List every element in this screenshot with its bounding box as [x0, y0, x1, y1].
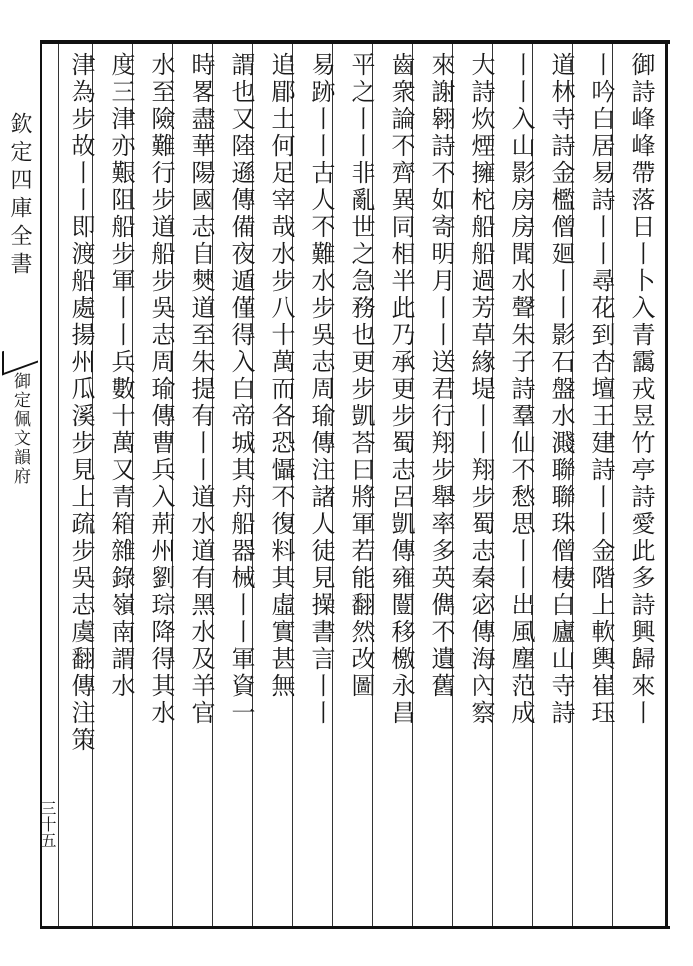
frame-top-border	[40, 40, 670, 44]
text-column-16	[44, 52, 78, 912]
text-column-9: 易跡丨丨古人不難水步吳志周瑜傳注諸人徒見操書言丨丨	[307, 52, 335, 727]
text-column-11: 謂也又陸遜傳備夜遁僅得入白帝城其舟船器械丨丨軍資一	[227, 52, 255, 727]
text-column-13: 水至險難行步道船步吳志周瑜傳曹兵入荊州劉琮降得其水	[147, 52, 175, 727]
text-column-1: 御詩峰峰帶落日丨卜入青靄戎昱竹亭詩愛此多詩興歸來丨	[627, 52, 655, 727]
fishtail-mark-icon	[2, 338, 38, 375]
frame-left-border	[40, 40, 42, 929]
book-subtitle: 御定佩文韻府	[10, 372, 30, 486]
text-column-7: 齒衆論不齊異同相半此乃承更步蜀志呂凱傳雍闓移檄永昌	[387, 52, 415, 727]
text-column-5: 大詩炊煙擁柁船船過芳草緣堤丨丨翔步蜀志秦宓傳海內察	[467, 52, 495, 727]
text-column-12: 時畧盡華陽國志自僰道至朱提有丨丨道水道有黑水及羊官	[187, 52, 215, 727]
frame-right-border	[665, 40, 668, 929]
frame-bottom-border	[40, 926, 670, 929]
page-margin	[0, 40, 57, 929]
text-column-10: 追郿土何足宰哉水步八十萬而各恐懾不復料其虛實甚無	[267, 52, 295, 700]
text-column-8: 平之丨丨非亂世之急務也更步凱荅曰將軍若能翻然改圖	[347, 52, 375, 700]
text-column-6: 來謝翱詩不如寄明月丨丨送君行翔步舉率多英儁不遺舊	[427, 52, 455, 700]
text-column-14: 度三津亦艱阻船步軍丨丨兵數十萬又青箱雜錄嶺南謂水	[107, 52, 135, 700]
text-column-3: 道林寺詩金檻僧廻丨丨影石盤水濺聯聯珠僧棲白廬山寺詩	[547, 52, 575, 727]
text-column-2: 丨吟白居易詩丨丨尋花到杏壇王建詩丨丨金階上軟輿崔珏	[587, 52, 615, 727]
text-column-15: 津為步故丨丨即渡船處揚州瓜溪步見上疏步吳志虞翻傳注策	[67, 52, 95, 754]
book-title: 欽定四庫全書	[7, 112, 32, 280]
text-column-4: 丨丨入山影房房聞水聲朱子詩羣仙不愁思丨丨出風塵范成	[507, 52, 535, 727]
page-number: 三十五	[38, 800, 57, 848]
